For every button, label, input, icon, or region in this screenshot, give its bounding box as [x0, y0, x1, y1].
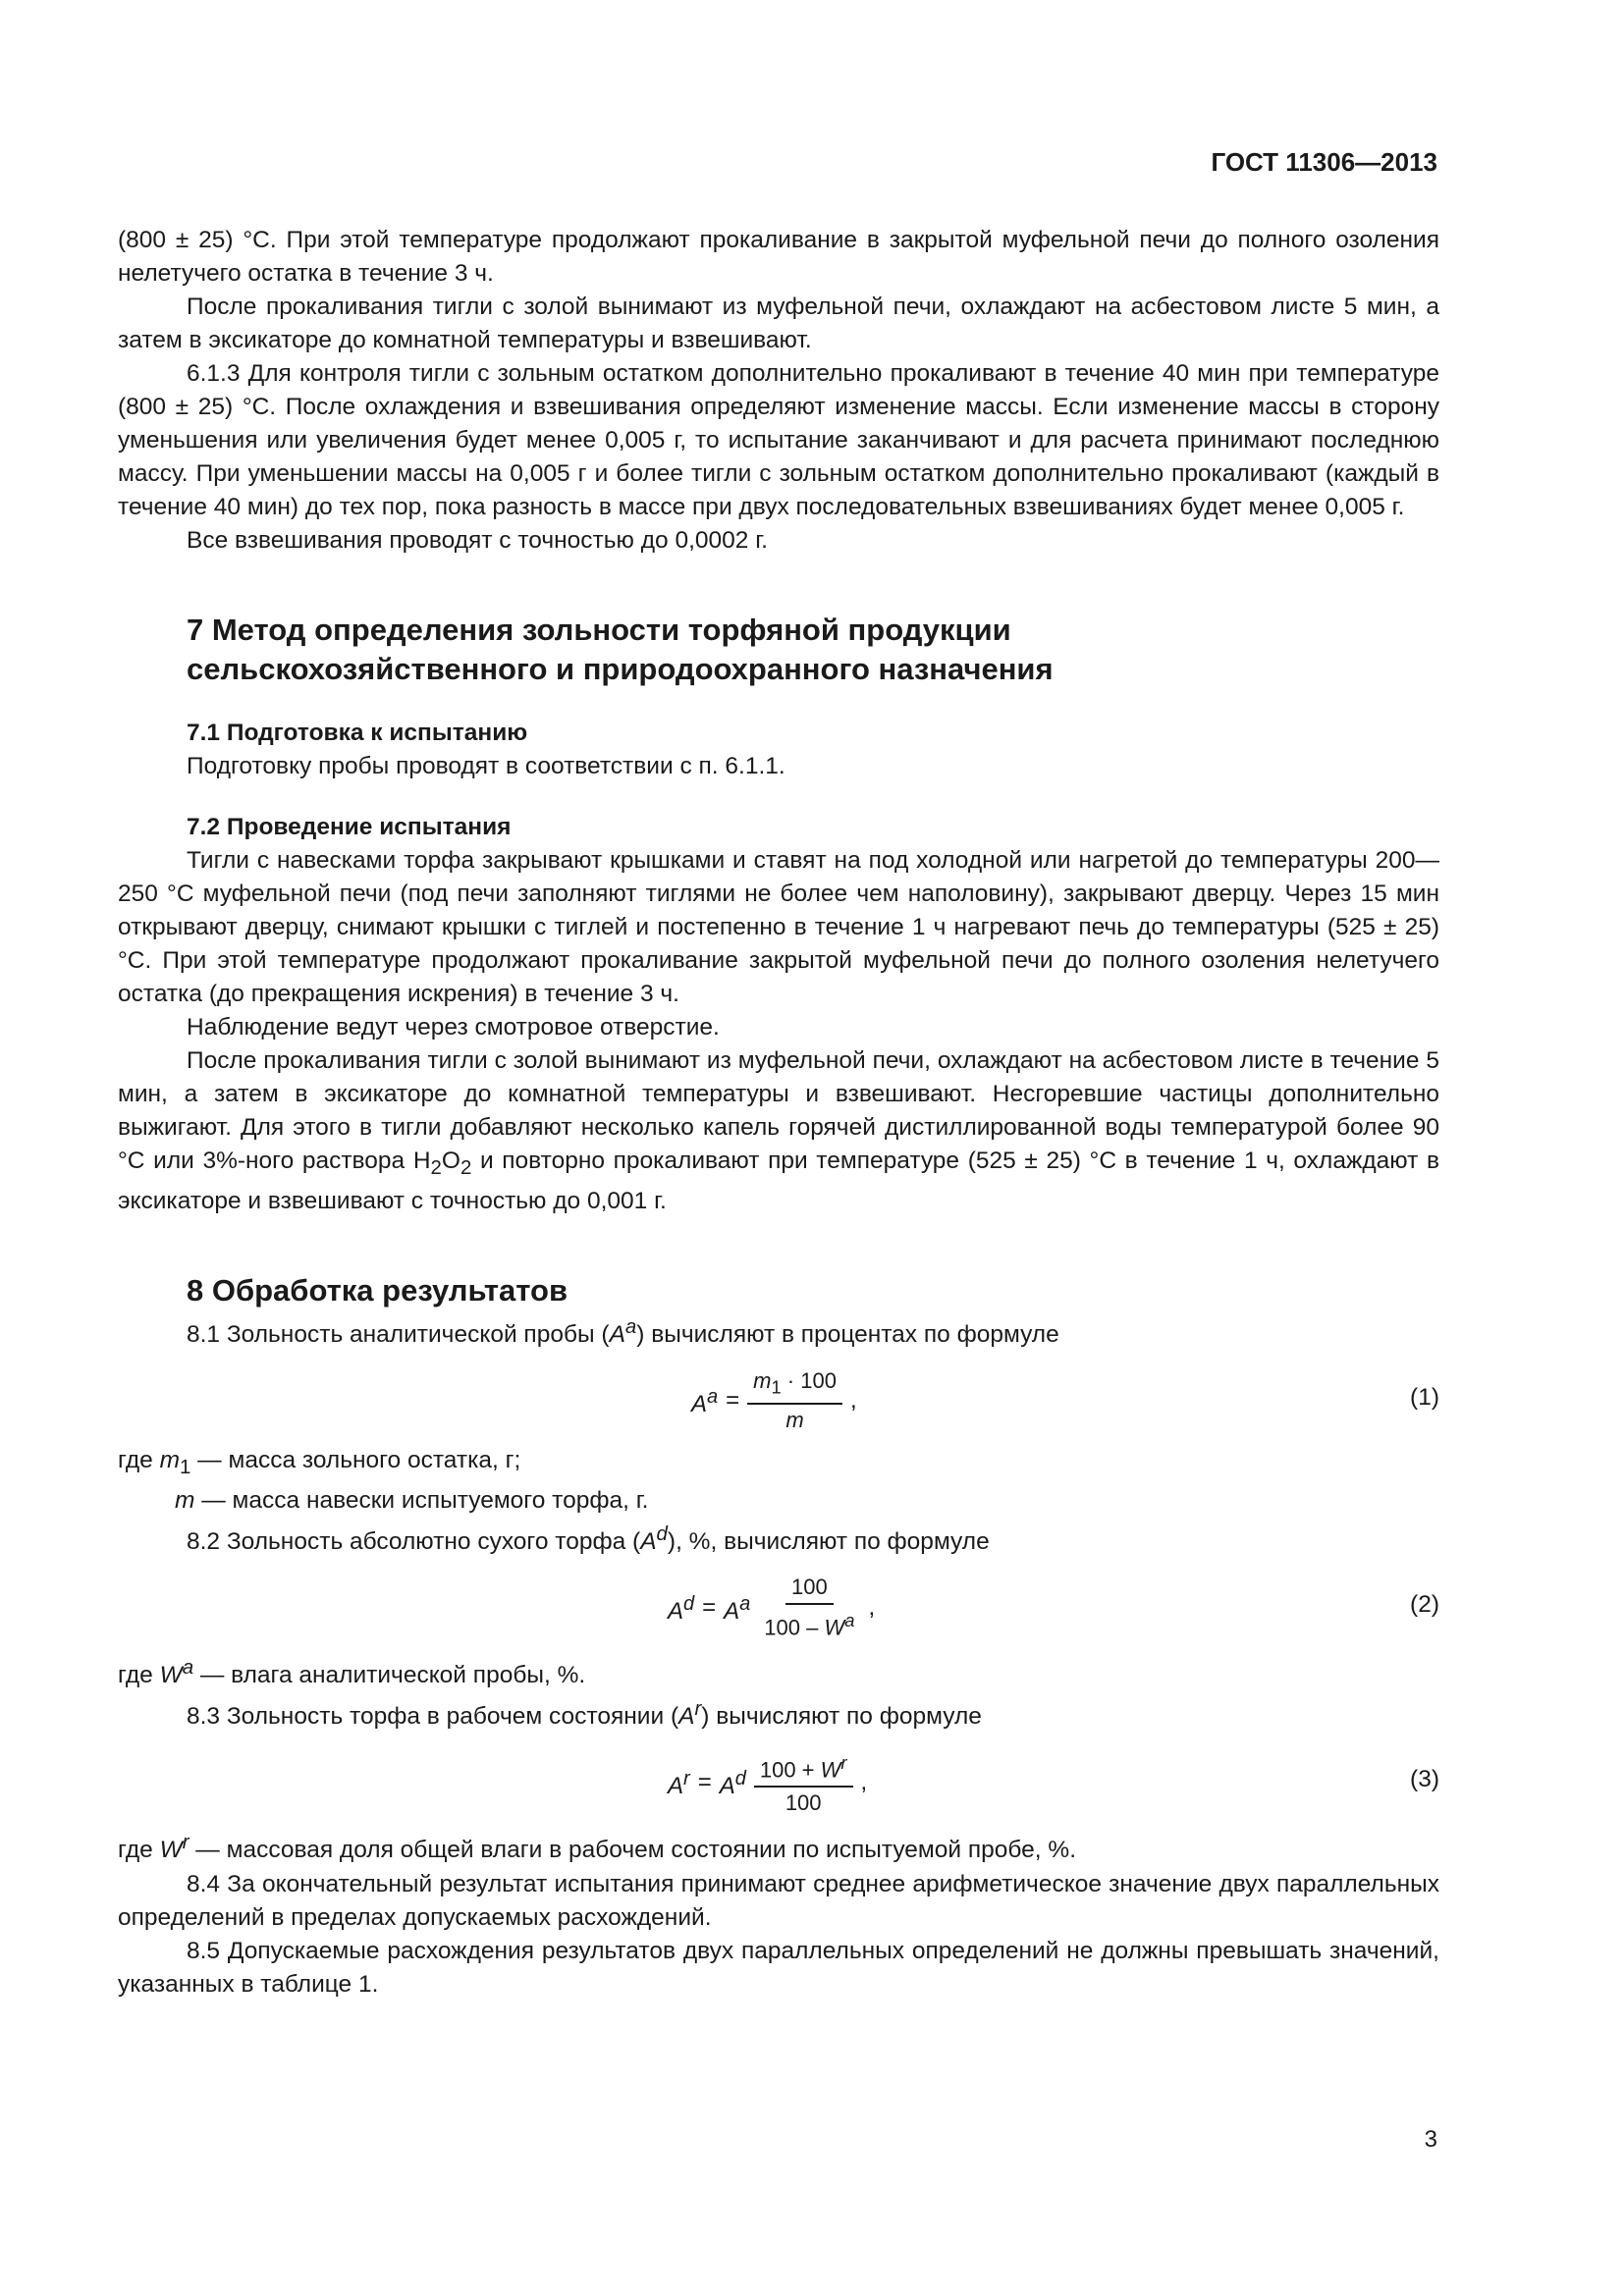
paragraph: 8.4 За окончательный результат испытания принимают среднее арифметическое значение двух параллельных определений в пределах допускаемых расхождений.	[118, 1870, 1439, 1931]
comma: ,	[849, 1387, 857, 1415]
paragraph: После прокаливания тигли с золой вынимают из муфельной печи, охлаждают на асбестовом листе 5 мин, а затем в эксикаторе до комнатной температуры и взвешивают.	[118, 294, 1439, 353]
page-number: 3	[1424, 2126, 1437, 2153]
paragraph-with-formula	[118, 1044, 1439, 1218]
paragraph: Тигли с навесками торфа закрывают крышками и ставят на под холодной или нагретой до температуры 200—250 °С муфельной печи (под печи заполняют тиглями не более чем наполовину), закрывают дверцу. Через 15 мин открывают дверцу, снимают крышки с тиглей и постепенно в течение 1 ч нагревают печь до температуры (525 ± 25) °С. При этой температуре продолжают прокаливание закрытой муфельной печи до полного озоления нелетучего остатка (до прекращения искрения) в течение 3 ч.	[118, 847, 1439, 1007]
section-7-title-line1: 7 Метод определения зольности торфяной продукции	[187, 613, 1011, 647]
document-body	[118, 224, 1439, 2002]
where-clause: где $W^a$ — влага аналитической пробы, %.	[118, 1657, 586, 1689]
text-run: O	[441, 1148, 460, 1174]
formula-1	[118, 1360, 1439, 1442]
formula-2-expression	[668, 1567, 875, 1649]
comma: ,	[860, 1769, 868, 1796]
denominator: m	[785, 1408, 804, 1433]
paragraph: 8.3 Зольность торфа в рабочем состоянии $(A^r)$ вычисляют по формуле	[187, 1698, 982, 1731]
equals-sign: =	[702, 1594, 717, 1622]
numerator: $m_1 \cdot 100$	[747, 1367, 842, 1405]
denominator: 100	[785, 1790, 822, 1816]
fraction	[747, 1367, 842, 1434]
formula-2	[118, 1567, 1439, 1649]
text-run: и повторно прокаливают при температуре (525 ± 25) °С в течение 1 ч, охлаждают в эксикаторе и взвешивают с точностью до 0,001 г.	[118, 1148, 1439, 1214]
subscript: 2	[430, 1156, 442, 1179]
text-run: После прокаливания тигли с золой вынимают из муфельной печи, охлаждают на асбестовом листе в течение 5 мин, а затем в эксикаторе до комнатной температуры и взвешивают. Несгоревшие частицы дополнительно выжигают. Для этого в тигли добавляют несколько капель горячей дистиллированной воды температурой более 90 °С или 3%-ного раствора H	[118, 1047, 1439, 1174]
paragraph: 6.1.3 Для контроля тигли с зольным остатком дополнительно прокаливают в течение 40 мин при температуре (800 ± 25) °С. После охлаждения и взвешивания определяют изменение массы. Если изменение массы в сторону уменьшения или увеличения будет менее 0,005 г, то испытание заканчивают и для расчета принимают последнюю массу. При уменьшении массы на 0,005 г и более тигли с зольным остатком дополнительно прокаливают (каждый в течение 40 мин) до тех пор, пока разность в массе при двух последовательных взвешиваниях будет менее 0,005 г.	[118, 360, 1439, 520]
paragraph: Подготовку пробы проводят в соответствии с п. 6.1.1.	[187, 753, 785, 779]
text-run: ) вычисляют в процентах по формуле	[636, 1321, 1059, 1349]
formula-3	[118, 1741, 1439, 1824]
section-7-title	[187, 611, 1439, 689]
formula-number: (3)	[1410, 1766, 1439, 1793]
formula-factor: $A^a$	[724, 1593, 751, 1626]
section-7-title-line2: сельскохозяйственного и природоохранного назначения	[187, 652, 1054, 686]
subscript: 2	[460, 1156, 472, 1179]
fraction	[758, 1574, 860, 1641]
numerator: $100 + W^r$	[754, 1749, 853, 1788]
paragraph: (800 ± 25) °С. При этой температуре продолжают прокаливание в закрытой муфельной печи до полного озоления нелетучего остатка в течение 3 ч.	[118, 227, 1439, 287]
where-clause: m — масса навески испытуемого торфа, г.	[175, 1486, 649, 1514]
equals-sign: =	[726, 1387, 740, 1415]
paragraph: 8.5 Допускаемые расхождения результатов двух параллельных определений не должны превышать значений, указанных в таблице 1.	[118, 1937, 1439, 1998]
subsection-7-1-title: 7.1 Подготовка к испытанию	[187, 720, 528, 746]
comma: ,	[868, 1594, 876, 1622]
subsection-7-2-title: 7.2 Проведение испытания	[187, 814, 512, 840]
text-run: 8.1 Зольность аналитической пробы (	[187, 1321, 610, 1349]
denominator: $100 - W^a$	[764, 1610, 855, 1640]
where-clause: где $W^r$ — массовая доля общей влаги в рабочем состоянии по испытуемой пробе, %.	[118, 1832, 1076, 1864]
formula-lhs: $A^r$	[668, 1768, 690, 1800]
equals-sign: =	[697, 1769, 712, 1796]
paragraph: 8.2 Зольность абсолютно сухого торфа $(A^d)$, %, вычисляют по формуле	[187, 1522, 990, 1556]
formula-number: (1)	[1410, 1384, 1439, 1412]
numerator: 100	[785, 1574, 834, 1605]
formula-1-expression	[691, 1360, 857, 1442]
superscript: a	[624, 1315, 637, 1338]
document-header: ГОСТ 11306—2013	[1211, 147, 1437, 177]
section-8-title: 8 Обработка результатов	[187, 1272, 568, 1308]
formula-lhs: $A^a$	[691, 1386, 719, 1418]
formula-factor: $A^d$	[719, 1768, 746, 1800]
formula-3-expression	[668, 1741, 867, 1824]
formula-number: (2)	[1410, 1591, 1439, 1619]
where-clause: где $m_1$ — масса зольного остатка, г;	[118, 1447, 521, 1478]
paragraph: Наблюдение ведут через смотровое отверстие.	[187, 1014, 720, 1041]
symbol: A	[609, 1321, 625, 1349]
paragraph: Все взвешивания проводят с точностью до 0,0002 г.	[187, 527, 768, 554]
paragraph	[118, 1310, 1439, 1352]
formula-lhs: $A^d$	[668, 1593, 695, 1626]
fraction	[754, 1749, 853, 1817]
